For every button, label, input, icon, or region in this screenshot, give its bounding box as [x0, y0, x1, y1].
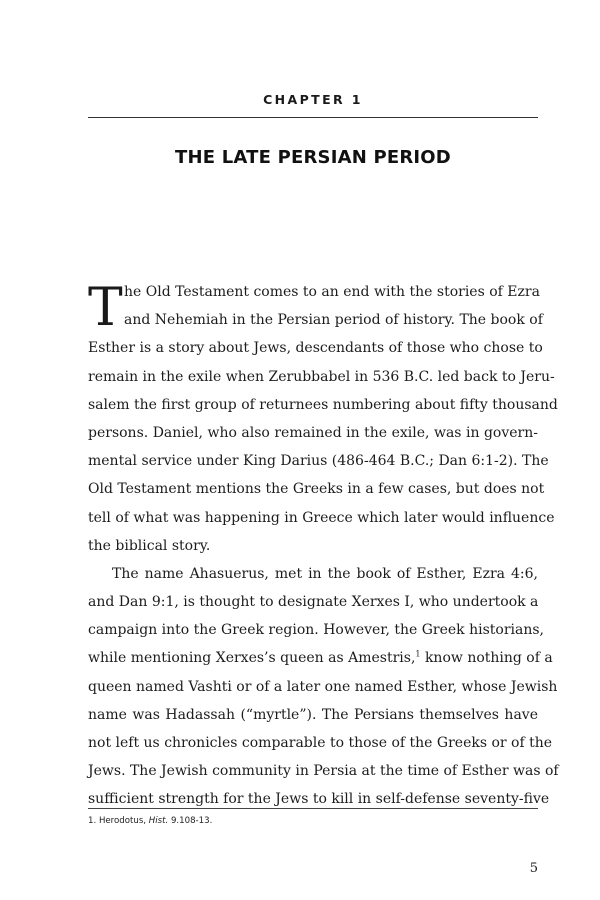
text-line: sufficient strength for the Jews to kill in self-defense seventy-five — [88, 791, 550, 808]
footnote-divider — [88, 808, 538, 809]
footnote-reference[interactable]: 1 — [415, 649, 421, 659]
text-line: name was Hadassah (“myrtle”). The Persians themselves have — [88, 706, 538, 723]
footnote-work: Hist. — [148, 816, 169, 826]
text-line: The name Ahasuerus, met in the book of Esther, Ezra 4:6, — [112, 565, 538, 582]
text-line: mental service under King Darius (486-464 B.C.; Dan 6:1-2). The — [88, 453, 549, 470]
drop-cap: T — [88, 278, 123, 338]
paragraph-2 — [88, 560, 559, 814]
chapter-divider — [88, 117, 538, 118]
text-line: campaign into the Greek region. However, the Greek historians, — [88, 622, 545, 639]
footnote-number: 1. — [88, 816, 97, 826]
text-line: and Nehemiah in the Persian period of history. The book of — [124, 312, 543, 329]
chapter-title: THE LATE PERSIAN PERIOD — [175, 147, 451, 168]
footnote — [88, 816, 538, 826]
text-line: remain in the exile when Zerubbabel in 536 B.C. led back to Jeru- — [88, 368, 555, 385]
text-line: not left us chronicles comparable to those of the Greeks or of the — [88, 735, 553, 751]
text-line: he Old Testament comes to an end with the stories of Ezra — [124, 284, 540, 300]
text-segment: know nothing of a — [420, 650, 553, 667]
text-line: persons. Daniel, who also remained in the exile, was in govern- — [88, 424, 538, 441]
text-segment: while mentioning Xerxes’s queen as Amestris, — [88, 650, 416, 667]
text-line: queen named Vashti or of a later one named Esther, whose Jewish — [88, 678, 558, 695]
text-line: Old Testament mentions the Greeks in a few cases, but does not — [88, 481, 545, 498]
chapter-label: CHAPTER 1 — [263, 92, 363, 107]
footnote-location: 9.108-13. — [170, 816, 213, 826]
text-line: and Dan 9:1, is thought to designate Xerxes I, who undertook a — [88, 594, 539, 611]
text-line: Esther is a story about Jews, descendants of those who chose to — [88, 340, 543, 357]
text-line: the biblical story. — [88, 537, 211, 554]
body-text — [88, 278, 559, 814]
text-line-with-footnote — [88, 644, 553, 672]
text-line: Jews. The Jewish community in Persia at the time of Esther was of — [88, 763, 559, 780]
paragraph-1 — [88, 278, 558, 560]
text-line: tell of what was happening in Greece which later would influence — [88, 509, 555, 526]
footnote-author: Herodotus, — [98, 816, 147, 826]
page-number: 5 — [529, 861, 538, 876]
text-line: salem the first group of returnees numbering about fifty thousand — [88, 396, 558, 413]
